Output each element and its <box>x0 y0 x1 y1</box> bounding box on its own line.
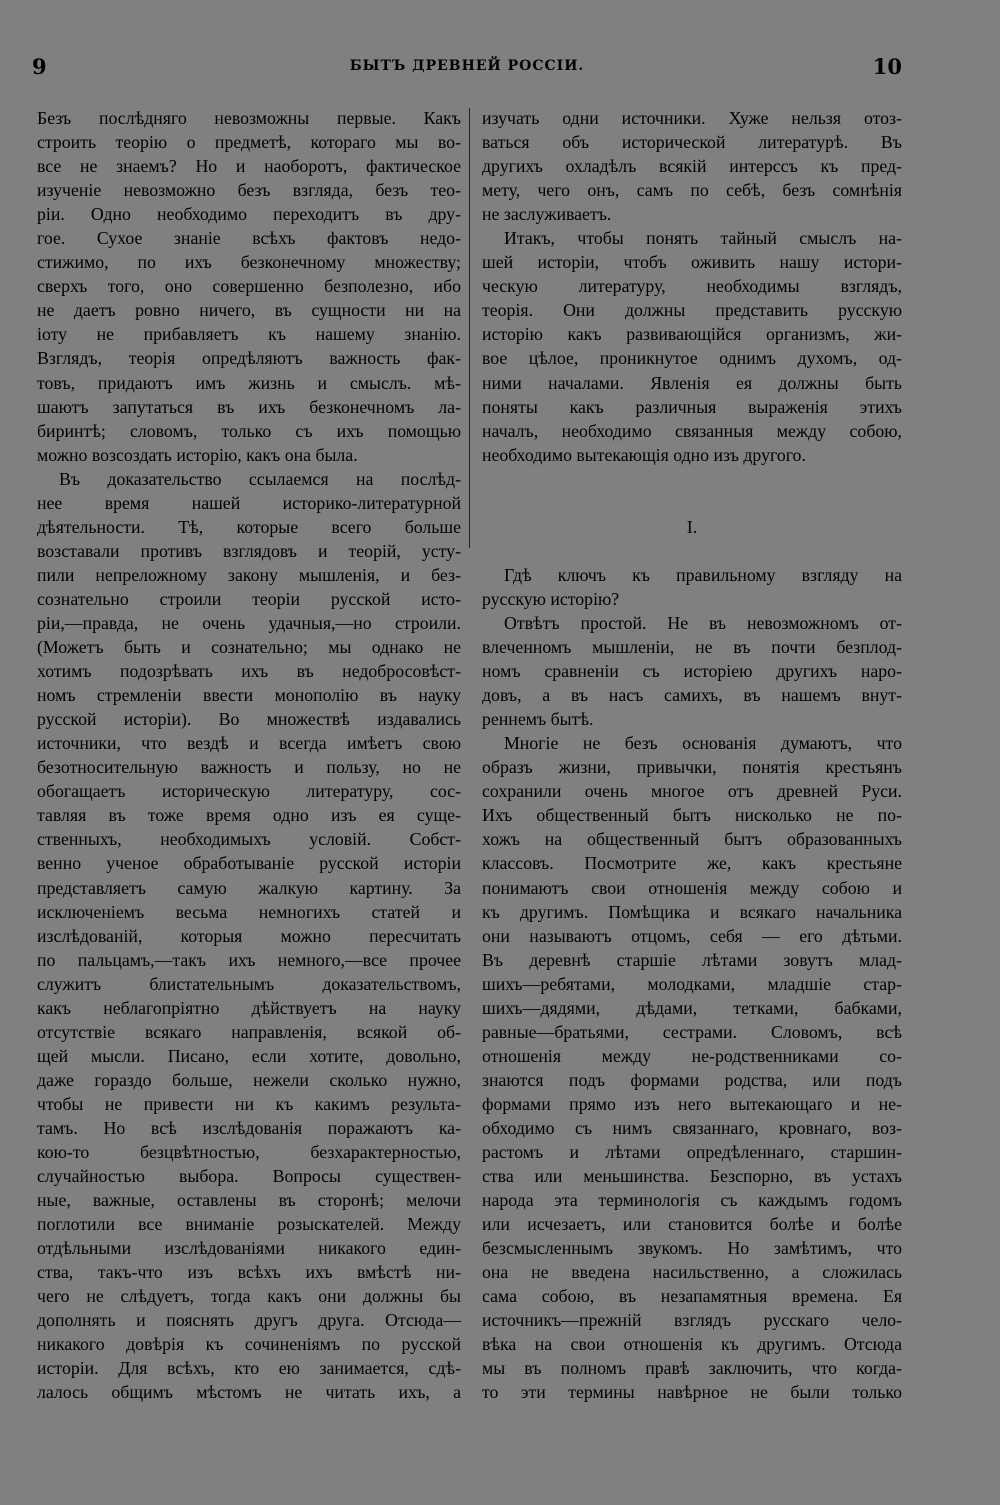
page-header <box>32 54 902 84</box>
text-line: кою-то безцвѣтностью, безхарактерностью, <box>37 1142 461 1163</box>
text-line: служитъ блистательнымъ доказательствомъ, <box>37 973 461 994</box>
text-line: ческую литературу, необходимы взглядъ, <box>482 276 902 297</box>
text-line: исторію какъ развивающійся организмъ, жи- <box>482 324 902 345</box>
text-line: Отвѣтъ простой. Не въ невозможномъ от- <box>504 612 902 633</box>
blank-line <box>482 539 902 563</box>
text-line: источникъ—прежній взглядъ русскаго чело- <box>482 1310 902 1331</box>
text-line: отдѣльными изслѣдованіями никакого един- <box>37 1238 461 1259</box>
text-line: Итакъ, чтобы понять тайный смыслъ на- <box>504 228 902 249</box>
text-line: образъ жизни, привычки, понятія крестьянъ <box>482 757 902 778</box>
text-line: гое. Сухое знаніе всѣхъ фактовъ недо- <box>37 228 461 249</box>
text-line: Въ доказательство ссылаемся на послѣд- <box>59 468 461 489</box>
text-line: отношенія между не-родственниками со- <box>482 1045 902 1066</box>
text-line: номъ стремленіи ввести монополію въ науку <box>37 685 461 706</box>
text-line: мы въ полномъ правѣ заключить, что когда- <box>482 1358 902 1379</box>
text-line: сама собою, въ незапамятныя времена. Ея <box>482 1286 902 1307</box>
text-line: венно ученое обработываніе русской исторіи <box>37 853 461 874</box>
text-line: никакого довѣрія къ сочиненіямъ по русской <box>37 1334 461 1355</box>
text-line: источники, что вездѣ и всегда имѣетъ свою <box>37 733 461 754</box>
text-line: возставали противъ взглядовъ и теорій, усту- <box>37 540 461 561</box>
text-line: понимаютъ свои отношенія между собою и <box>482 877 902 898</box>
text-line: то эти термины навѣрное не были только <box>482 1382 902 1403</box>
text-line: строить теорію о предметѣ, котораго мы во- <box>37 132 461 153</box>
text-line: мету, чего онъ, самъ по себѣ, безъ сомнѣнія <box>482 180 902 201</box>
text-line: равные—братьями, сестрами. Словомъ, всѣ <box>482 1021 902 1042</box>
page-number-left: 9 <box>32 54 47 79</box>
text-line: нее время нашей историко-литературной <box>37 492 461 513</box>
text-line: Многіе не безъ основанія думаютъ, что <box>504 733 902 754</box>
text-line: обогащаетъ историческую литературу, сос- <box>37 781 461 802</box>
text-line: изучать одни источники. Хуже нельзя отоз- <box>482 108 902 128</box>
text-line: не заслуживаетъ. <box>482 204 612 225</box>
text-line: они называютъ отцомъ, себя — его дѣтьми. <box>482 925 902 946</box>
text-line: Ихъ общественный бытъ нисколько не по- <box>482 805 902 826</box>
text-line: или исчезаетъ, или становится болѣе и болѣе <box>482 1214 902 1235</box>
text-line: Безъ послѣдняго невозможны первые. Какъ <box>37 108 461 128</box>
text-line: вое цѣлое, проникнутое однимъ духомъ, од- <box>482 348 902 369</box>
text-line: не даетъ ровно ничего, въ сущности ни на <box>37 300 461 321</box>
text-line: ваться объ исторической литературѣ. Въ <box>482 132 902 153</box>
text-line: лалось общимъ мѣстомъ не читать ихъ, а <box>37 1382 461 1403</box>
text-line: формами прямо изъ него вытекающаго и не- <box>482 1093 902 1114</box>
text-line: ріи,—правда, не очень удачныя,—но строили. <box>37 612 461 633</box>
text-line: ства или меньшинства. Безспорно, въ устахъ <box>482 1166 902 1187</box>
text-line: Взглядъ, теорія опредѣляютъ важность фак- <box>37 348 461 369</box>
text-line: изслѣдованій, которыя можно пересчитать <box>37 925 461 946</box>
text-line: знаются подъ формами родства, или подъ <box>482 1069 902 1090</box>
text-line: Въ деревнѣ старшіе лѣтами зовутъ млад- <box>482 949 902 970</box>
text-line: щей мысли. Писано, если хотите, довольно, <box>37 1045 461 1066</box>
text-line: исторіи. Для всѣхъ, кто ею занимается, сдѣ- <box>37 1358 461 1379</box>
text-line: стижимо, по ихъ безконечному множеству; <box>37 252 461 273</box>
text-line: обходимо съ нимъ связаннаго, кровнаго, воз- <box>482 1117 902 1138</box>
text-line: шихъ—ребятами, молодками, младшіе стар- <box>482 973 902 994</box>
text-line: чего не слѣдуетъ, тогда какъ они должны бы <box>37 1286 461 1307</box>
text-line: даже гораздо больше, нежели сколько нужно, <box>37 1069 461 1090</box>
text-line: теорія. Они должны представить русскую <box>482 300 902 321</box>
text-line: ріи. Одно необходимо переходитъ въ дру- <box>37 204 461 225</box>
text-line: пили непреложному закону мышленія, и без- <box>37 564 461 585</box>
right-column <box>482 106 902 1405</box>
text-line: изученіе невозможно безъ взгляда, безъ тео- <box>37 180 461 201</box>
text-line: биринтѣ; словомъ, только съ ихъ помощью <box>37 420 461 441</box>
text-line: началъ, необходимо связанныя между собою, <box>482 420 902 441</box>
text-line: классовъ. Посмотрите же, какъ крестьяне <box>482 853 902 874</box>
text-line: исключеніемъ весьма немногихъ статей и <box>37 901 461 922</box>
text-line: необходимо вытекающія одно изъ другого. <box>482 444 806 465</box>
text-line: товъ, придаютъ имъ жизнь и смыслъ. мѣ- <box>37 372 461 393</box>
text-line: ные, важные, оставлены въ сторонѣ; мелочи <box>37 1190 461 1211</box>
text-line: влеченномъ мышленіи, не въ почти безплод- <box>482 637 902 658</box>
text-line: хотимъ подозрѣвать ихъ въ недобросовѣст- <box>37 661 461 682</box>
page-number-right: 10 <box>872 54 902 79</box>
text-line: случайностью выбора. Вопросы существен- <box>37 1166 461 1187</box>
section-heading: I. <box>686 516 698 537</box>
text-line: поняты какъ различныя выраженія этихъ <box>482 396 902 417</box>
column-divider <box>469 108 470 548</box>
text-line: довъ, а въ насъ самихъ, въ нашемъ внут- <box>482 685 902 706</box>
text-line: народа эта терминологія съ каждымъ годомъ <box>482 1190 902 1211</box>
blank-line <box>482 491 902 515</box>
blank-line <box>482 467 902 491</box>
text-line: растомъ и лѣтами опредѣленнаго, старшин- <box>482 1142 902 1163</box>
text-line: представляетъ самую жалкую картину. За <box>37 877 461 898</box>
text-line: безотносительную важность и пользу, но не <box>37 757 461 778</box>
text-line: реннемъ бытѣ. <box>482 709 594 730</box>
text-line: можно возсоздать исторію, какъ она была. <box>37 444 358 465</box>
text-line: сверхъ того, оно совершенно безполезно, ибо <box>37 276 461 297</box>
text-line: Гдѣ ключъ къ правильному взгляду на <box>504 564 902 585</box>
text-line: тамъ. Но всѣ изслѣдованія поражаютъ ка- <box>37 1117 461 1138</box>
text-line: какъ неблагопріятно дѣйствуетъ на науку <box>37 997 461 1018</box>
text-line: шей исторіи, чтобъ оживить нашу истори- <box>482 252 902 273</box>
text-line: она не введена насильственно, а сложилась <box>482 1262 902 1283</box>
text-line: чтобы не привести ни къ какимъ результа- <box>37 1093 461 1114</box>
text-line: номъ сравненіи съ исторіею другихъ наро- <box>482 661 902 682</box>
text-line: русскую исторію? <box>482 588 620 609</box>
text-line: ственныхъ, необходимыхъ условій. Собст- <box>37 829 461 850</box>
text-line: вѣка на свои отношенія къ другимъ. Отсюда <box>482 1334 902 1355</box>
text-line: другихъ охладѣлъ всякій интерссъ къ пред- <box>482 156 902 177</box>
text-line: (Можетъ быть и сознательно; мы однако не <box>37 637 461 658</box>
left-column <box>37 106 461 1405</box>
text-line: ними началами. Явленія ея должны быть <box>482 372 902 393</box>
text-line: сознательно строили теоріи русской исто- <box>37 588 461 609</box>
text-line: хожъ на общественный бытъ образованныхъ <box>482 829 902 850</box>
text-line: русской исторіи). Во множествѣ издавались <box>37 709 461 730</box>
text-line: все не знаемъ? Но и наоборотъ, фактическое <box>37 156 461 177</box>
text-line: по пальцамъ,—такъ ихъ немного,—все прочее <box>37 949 461 970</box>
text-line: дополнять и пояснять другъ друга. Отсюда— <box>37 1310 461 1331</box>
text-line: шихъ—дядями, дѣдами, тетками, бабками, <box>482 997 902 1018</box>
text-line: тавляя въ тоже время одно изъ ея суще- <box>37 805 461 826</box>
text-line: іоту не прибавляетъ къ нашему знанію. <box>37 324 461 345</box>
text-line: къ другимъ. Помѣщика и всякаго начальника <box>482 901 902 922</box>
text-line: шаютъ запутаться въ ихъ безконечномъ ла- <box>37 396 461 417</box>
text-line: отсутствіе всякаго направленія, всякой об- <box>37 1021 461 1042</box>
text-line: ства, такъ-что изъ всѣхъ ихъ вмѣстѣ ни- <box>37 1262 461 1283</box>
text-line: поглотили все вниманіе розыскателей. Между <box>37 1214 461 1235</box>
text-line: сохранили очень многое отъ древней Руси. <box>482 781 902 802</box>
text-line: дѣятельности. Тѣ, которые всего больше <box>37 516 461 537</box>
text-line: безсмысленнымъ звукомъ. Но замѣтимъ, что <box>482 1238 902 1259</box>
running-title: БЫТЪ ДРЕВНЕЙ РОССІИ. <box>349 58 585 74</box>
